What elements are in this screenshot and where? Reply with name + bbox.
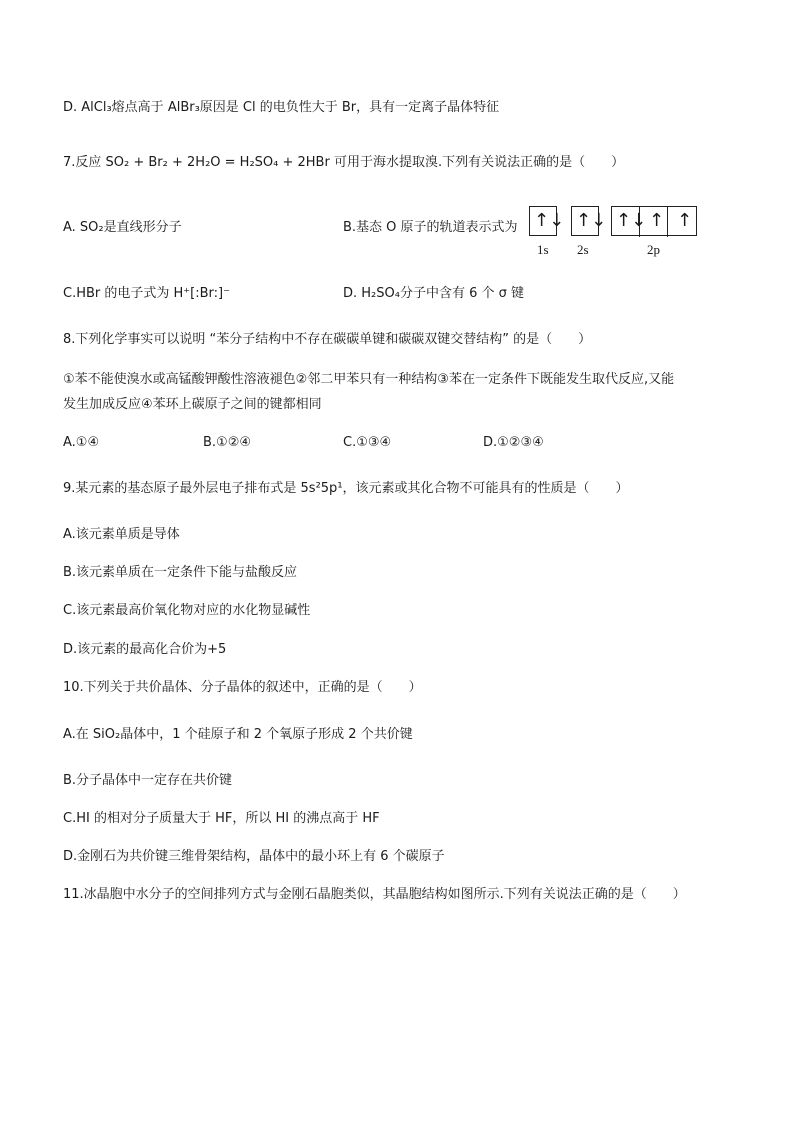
q8-option-d: D.①②③④ (483, 435, 544, 450)
q9-stem: 9.某元素的基态原子最外层电子排布式是 5s²5p¹，该元素或其化合物不可能具有的性质是（ ） (63, 481, 629, 496)
q6-option-d: D. AlCl₃熔点高于 AlBr₃原因是 Cl 的电负性大于 Br，具有一定离子晶体特征 (63, 100, 500, 115)
q10-stem: 10.下列关于共价晶体、分子晶体的叙述中，正确的是（ ） (63, 680, 422, 695)
q8-statements-line2: 发生加成反应④苯环上碳原子之间的键都相同 (63, 397, 322, 412)
q9-option-d: D.该元素的最高化合价为+5 (63, 642, 227, 657)
q7-option-c: C.HBr 的电子式为 H⁺[:Br:]⁻ (63, 286, 230, 301)
q9-option-c: C.该元素最高价氧化物对应的水化物显碱性 (63, 603, 311, 618)
q8-option-b: B.①②④ (203, 435, 252, 450)
q10-option-d: D.金刚石为共价键三维骨架结构，晶体中的最小环上有 6 个碳原子 (63, 849, 445, 864)
orbital-1s-box (529, 206, 565, 236)
orbital-2s-box (571, 206, 607, 236)
q7-option-a: A. SO₂是直线形分子 (63, 220, 182, 235)
q8-statements-line1: ①苯不能使溴水或高锰酸钾酸性溶液褪色②邻二甲苯只有一种结构③苯在一定条件下既能发生取代反应,又能 (63, 372, 675, 387)
orbital-2p-2-arrows: ↑ (649, 210, 665, 231)
orbital-diagram (529, 206, 699, 262)
q8-option-a: A.①④ (63, 435, 100, 450)
q7-option-d: D. H₂SO₄分子中含有 6 个 σ 键 (343, 286, 524, 301)
q10-option-a: A.在 SiO₂晶体中，1 个硅原子和 2 个氧原子形成 2 个共价键 (63, 727, 413, 742)
orbital-1s-arrows: ↑↓ (534, 210, 565, 231)
q11-stem: 11.冰晶胞中水分子的空间排列方式与金刚石晶胞类似，其晶胞结构如图所示.下列有关说法正确的是（ ） (63, 887, 686, 902)
orbital-2p-3-arrows: ↑ (677, 210, 693, 231)
q9-option-b: B.该元素单质在一定条件下能与盐酸反应 (63, 565, 298, 580)
orbital-2s-arrows: ↑↓ (576, 210, 607, 231)
orbital-label-2p: 2p (647, 242, 660, 257)
orbital-2p-box (611, 206, 697, 236)
orbital-label-1s: 1s (537, 242, 549, 257)
q10-option-c: C.HI 的相对分子质量大于 HF，所以 HI 的沸点高于 HF (63, 811, 380, 826)
q7-option-b: B.基态 O 原子的轨道表示式为 (343, 220, 518, 235)
q9-option-a: A.该元素单质是导体 (63, 527, 180, 542)
q7-stem: 7.反应 SO₂ + Br₂ + 2H₂O = H₂SO₄ + 2HBr 可用于海水提取溴.下列有关说法正确的是（ ） (63, 155, 625, 170)
q8-stem: 8.下列化学事实可以说明 “苯分子结构中不存在碳碳单键和碳碳双键交替结构” 的是（ ） (63, 332, 592, 347)
q10-option-b: B.分子晶体中一定存在共价键 (63, 773, 233, 788)
orbital-2p-1-arrows: ↑↓ (616, 210, 647, 231)
orbital-label-2s: 2s (577, 242, 589, 257)
q8-option-c: C.①③④ (343, 435, 392, 450)
